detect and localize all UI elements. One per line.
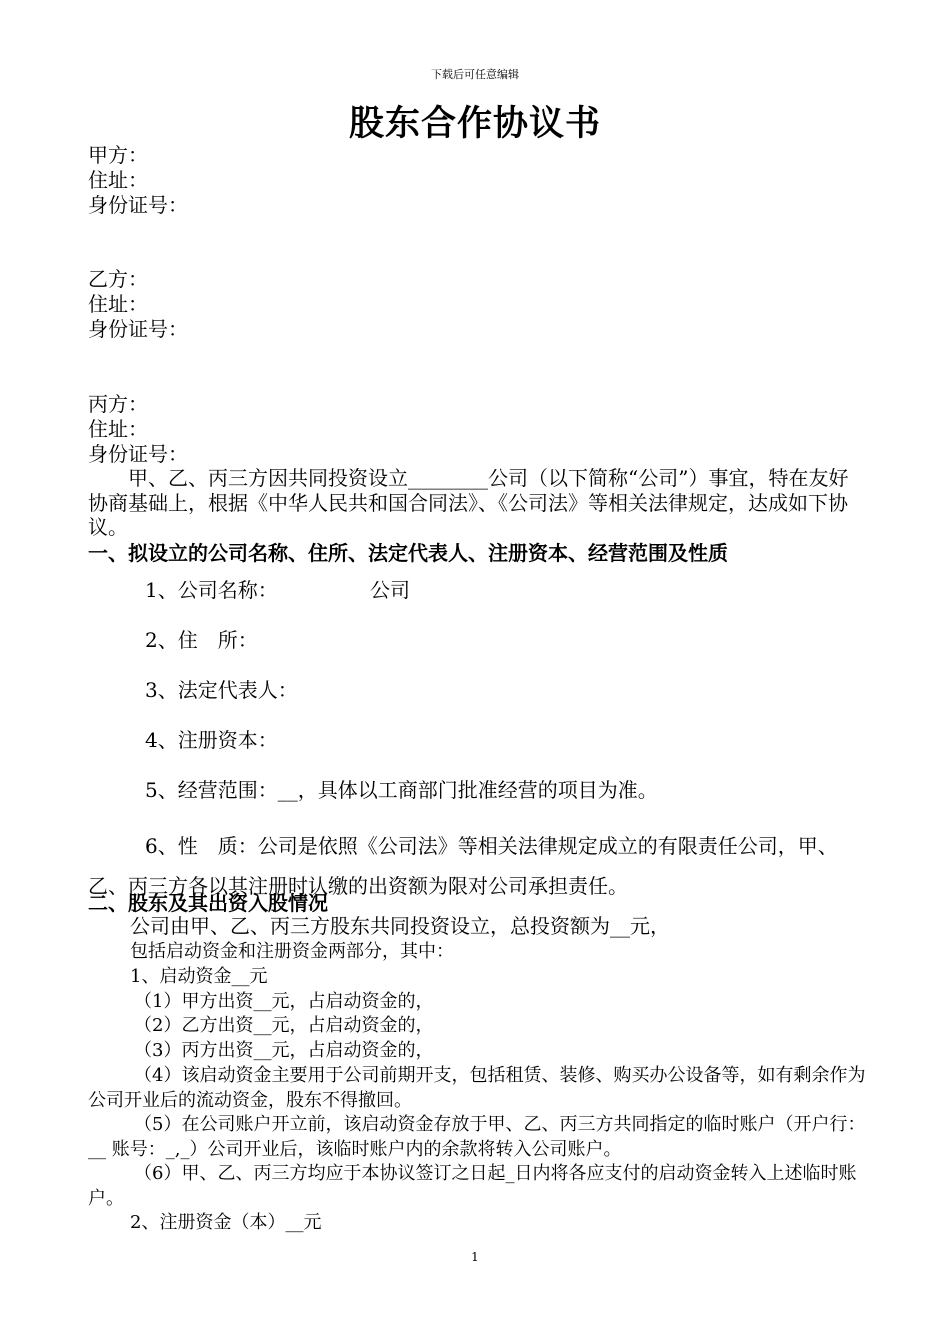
startup-sub-1: （1）甲方出资__元，占启动资金的，: [134, 991, 434, 1012]
nature-item: 6、性 质：公司是依照《公司法》等相关法律规定成立的有限责任公司，甲、乙、丙三方各以其注册时认缴的出资额为限对公司承担责任。: [88, 834, 838, 898]
party-b-id: 身份证号：: [88, 317, 188, 341]
header-note: 下载后可任意编辑: [431, 68, 519, 81]
section1-heading: 一、拟设立的公司名称、住所、法定代表人、注册资本、经营范围及性质: [88, 541, 728, 565]
party-a-id: 身份证号：: [88, 193, 188, 217]
intro-paragraph: 甲、乙、丙三方因共同投资设立________公司（以下简称“公司”）事宜，特在友好协商基础上，根据《中华人民共和国合同法》、《公司法》等相关法律规定，达成如下协议。: [88, 466, 849, 539]
business-scope-item: 5、经营范围：__，具体以工商部门批准经营的项目为准。: [145, 778, 658, 802]
party-b-name: 乙方：: [88, 267, 148, 291]
company-name-label: 1、公司名称：: [145, 578, 278, 602]
startup-sub-3: （3）丙方出资__元，占启动资金的，: [134, 1040, 434, 1061]
section2-para1: 公司由甲、乙、丙三方股东共同投资设立，总投资额为__元，: [130, 914, 670, 938]
startup-sub-5: （5）在公司账户开立前，该启动资金存放于甲、乙、丙三方共同指定的临时账户（开户行：__ 账号：_,_）公司开业后，该临时账户内的余款将转入公司账户。: [88, 1114, 866, 1160]
startup-capital-item: 1、启动资金__元: [130, 966, 268, 987]
party-c-name: 丙方：: [88, 392, 148, 416]
section2-heading: 二、股东及其出资入股情况: [88, 891, 328, 915]
address-item: 2、住 所：: [145, 628, 258, 652]
company-name-value: 公司: [370, 578, 410, 602]
startup-sub-4: （4）该启动资金主要用于公司前期开支，包括租赁、装修、购买办公设备等，如有剩余作为公司开业后的流动资金，股东不得撤回。: [88, 1065, 866, 1111]
party-a-address: 住址：: [88, 168, 148, 192]
startup-sub-6: （6）甲、乙、丙三方均应于本协议签订之日起_日内将各应支付的启动资金转入上述临时账户。: [88, 1163, 857, 1209]
startup-sub-2: （2）乙方出资__元，占启动资金的，: [134, 1015, 434, 1036]
registered-capital-2: 2、注册资金（本）__元: [130, 1212, 322, 1233]
registered-capital-item: 4、注册资本：: [145, 728, 278, 752]
section2-para2: 包括启动资金和注册资金两部分，其中：: [130, 941, 454, 962]
document-title: 股东合作协议书: [348, 104, 601, 144]
party-b-address: 住址：: [88, 292, 148, 316]
party-a-name: 甲方：: [88, 143, 148, 167]
legal-rep-item: 3、法定代表人：: [145, 678, 298, 702]
page-number: 1: [471, 1250, 479, 1264]
party-c-id: 身份证号：: [88, 442, 188, 466]
party-c-address: 住址：: [88, 417, 148, 441]
